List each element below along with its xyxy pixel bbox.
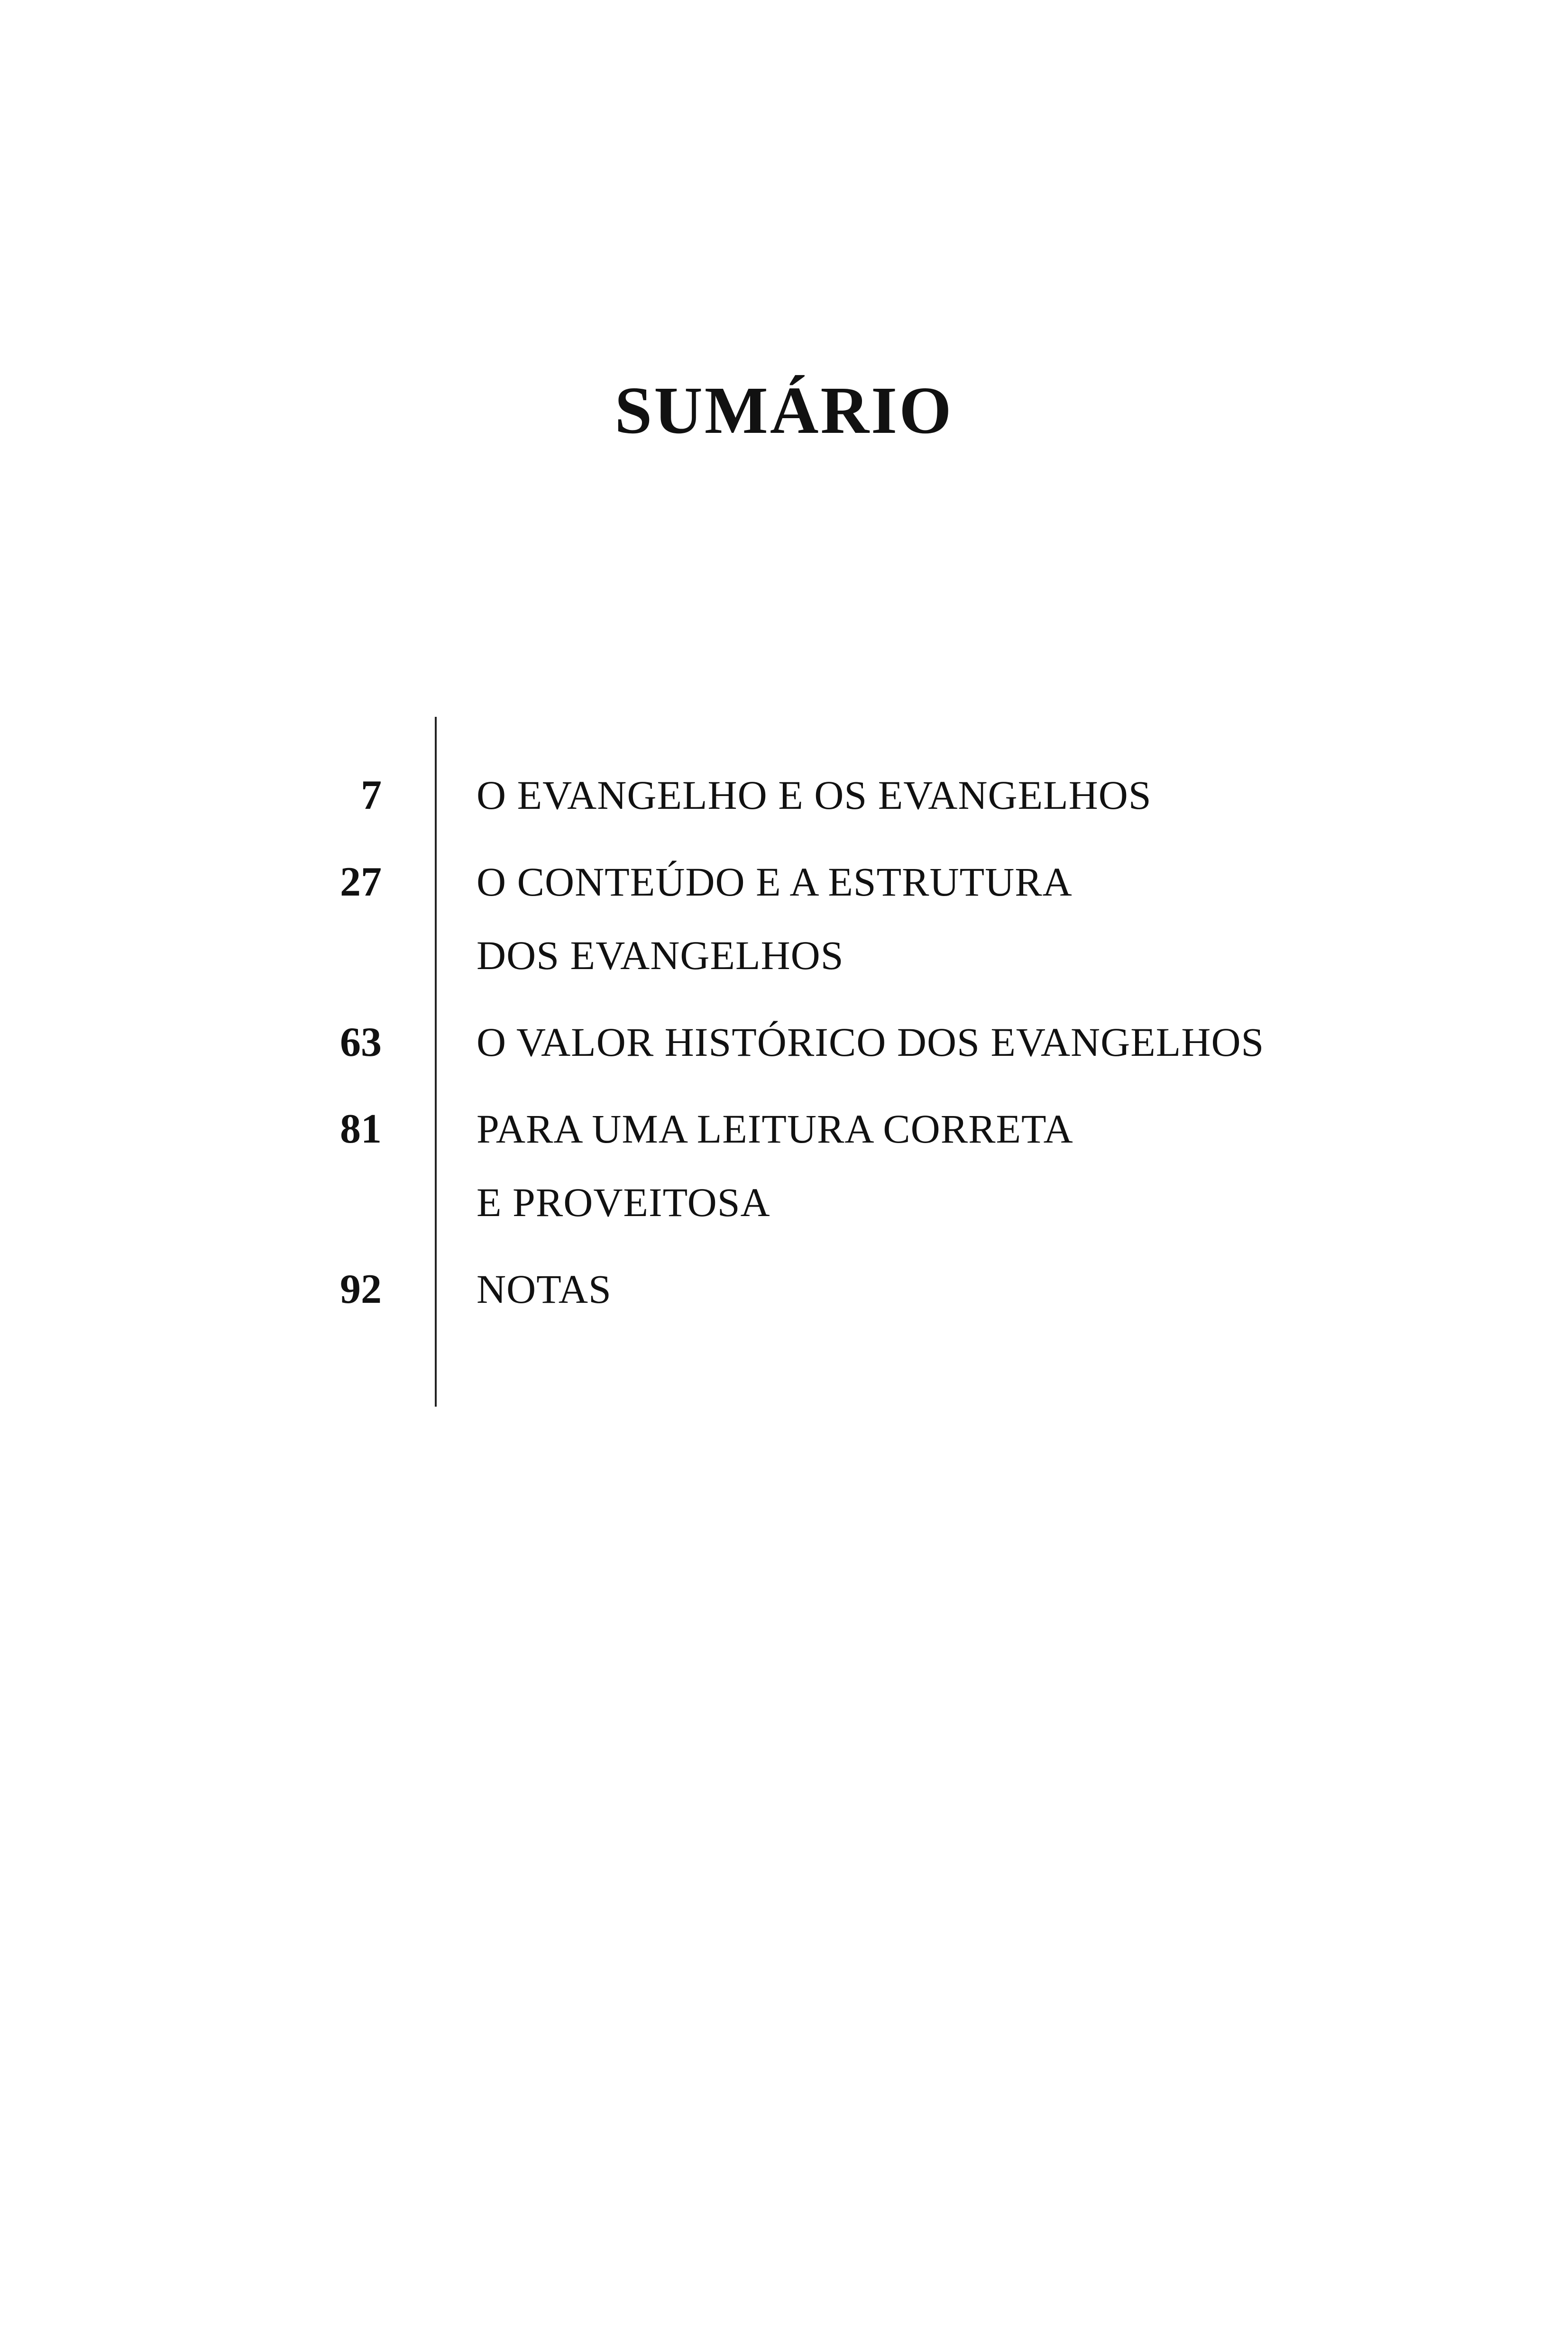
toc-page-number: 7 [361, 772, 382, 818]
table-of-contents [0, 759, 1568, 1339]
toc-page-number: 92 [340, 1266, 382, 1312]
toc-page-number: 81 [340, 1106, 382, 1152]
toc-entry[interactable] [0, 1006, 1568, 1079]
toc-entry-title: NOTAS [477, 1266, 612, 1312]
toc-entry-title: E PROVEITOSA [477, 1180, 770, 1225]
toc-entry-title: O VALOR HISTÓRICO DOS EVANGELHOS [477, 1019, 1265, 1065]
toc-page-number: 63 [340, 1019, 382, 1065]
toc-entry[interactable] [0, 759, 1568, 832]
toc-entry[interactable] [0, 1253, 1568, 1326]
toc-page-number: 27 [340, 859, 382, 905]
toc-entry[interactable] [0, 1092, 1568, 1239]
page-title: SUMÁRIO [614, 373, 954, 448]
toc-entry-title: O CONTEÚDO E A ESTRUTURA [477, 859, 1073, 905]
toc-entry-title: DOS EVANGELHOS [477, 933, 844, 978]
toc-entry-title: O EVANGELHO E OS EVANGELHOS [477, 772, 1152, 818]
toc-entry[interactable] [0, 845, 1568, 992]
toc-entry-title: PARA UMA LEITURA CORRETA [477, 1106, 1073, 1152]
